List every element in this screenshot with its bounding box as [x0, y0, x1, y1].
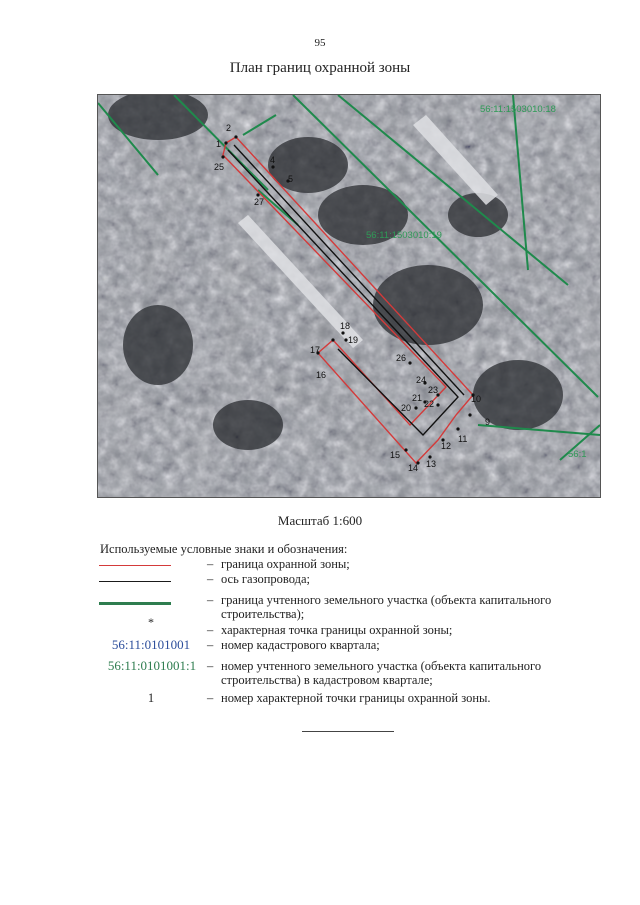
point-label-27: 27: [254, 197, 265, 207]
point-label-18: 18: [340, 321, 351, 331]
parcel-label-18: 56:11:1503010:18: [480, 104, 556, 115]
point-label-15: 15: [390, 450, 401, 460]
legend-text: граница охранной зоны;: [221, 557, 350, 571]
point-label-16: 16: [316, 370, 327, 380]
footer-divider: [302, 731, 394, 732]
page-title: План границ охранной зоны: [229, 60, 411, 76]
legend-symbol-quarter-code: 56:11:0101001: [111, 637, 191, 652]
point-label-19: 19: [348, 335, 359, 345]
point-label-13: 13: [426, 459, 437, 469]
legend-dash: –: [207, 557, 214, 571]
legend-symbol-point-number: 1: [147, 691, 155, 705]
legend-text: ось газопровода;: [221, 572, 311, 586]
map-scale: Масштаб 1:600: [277, 513, 363, 528]
point-label-26: 26: [396, 353, 407, 363]
legend-dash: –: [207, 593, 214, 607]
aerial-map: [97, 94, 601, 498]
point-label-12: 12: [441, 441, 452, 451]
map-texture-coarse: [98, 95, 600, 497]
point-label-17: 17: [310, 345, 321, 355]
legend-symbol-black-line: [99, 581, 171, 582]
page-number: 95: [314, 37, 326, 49]
point-label-11: 11: [458, 434, 468, 444]
point-label-9: 9: [485, 417, 491, 427]
point-label-24: 24: [416, 375, 427, 385]
legend-dash: –: [207, 572, 214, 586]
legend-symbol-point: *: [148, 615, 154, 629]
legend-text: граница учтенного земельного участка (объекта капитального строительства);: [221, 593, 552, 621]
legend-text: характерная точка границы охранной зоны;: [221, 623, 453, 637]
legend-heading: Используемые условные знаки и обозначения:: [100, 542, 348, 556]
point-label-20: 20: [401, 403, 412, 413]
map-svg: [98, 95, 600, 497]
point-label-21: 21: [412, 393, 423, 403]
point-label-25: 25: [214, 162, 225, 172]
point-label-1: 1: [216, 139, 222, 149]
legend-text: номер характерной точки границы охранной зоны.: [221, 691, 491, 705]
legend-text: номер кадастрового квартала;: [221, 638, 380, 652]
point-label-2: 2: [226, 123, 232, 133]
parcel-label-19: 56:11:1503010:19: [366, 230, 442, 241]
legend-text: номер учтенного земельного участка (объекта капитального строительства) в кадастровом квартале;: [221, 659, 542, 687]
legend-dash: –: [207, 691, 214, 705]
point-label-5: 5: [288, 174, 294, 184]
legend-dash: –: [207, 659, 214, 673]
legend-dash: –: [207, 623, 214, 637]
point-label-23: 23: [428, 385, 439, 395]
parcel-label-partial: 56:1: [568, 449, 587, 460]
legend-symbol-parcel-code: 56:11:0101001:1: [107, 658, 197, 673]
point-label-4: 4: [270, 155, 276, 165]
legend-symbol-green-line: [99, 602, 171, 605]
legend-dash: –: [207, 638, 214, 652]
point-label-22: 22: [424, 399, 435, 409]
legend-symbol-red-line: [99, 565, 171, 566]
point-label-14: 14: [408, 463, 419, 473]
point-label-10: 10: [471, 394, 482, 404]
